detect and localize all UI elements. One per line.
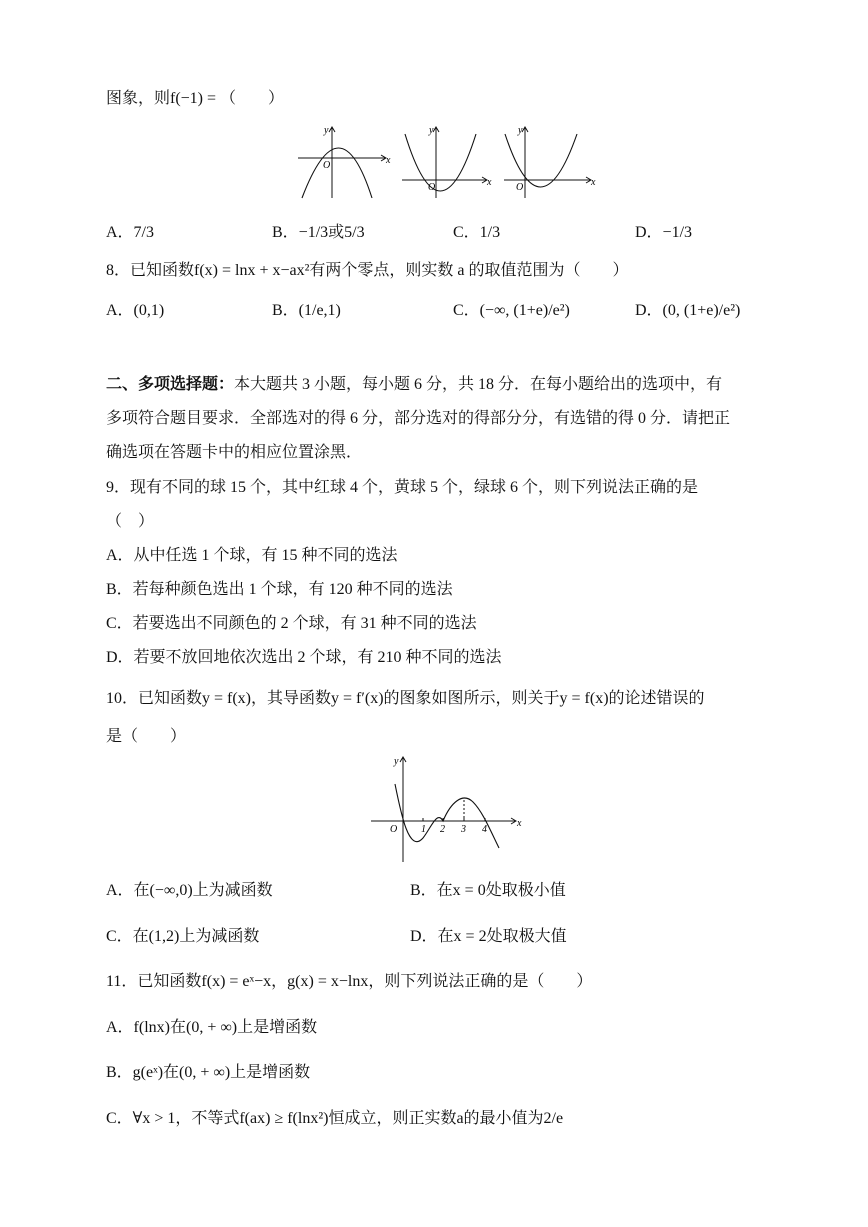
q10-option-d[interactable]: D．在x = 2处取极大值 — [410, 928, 567, 945]
q8-option-d[interactable]: D．(0, (1+e)/e²) — [635, 302, 741, 319]
q7-option-d[interactable]: D．−1/3 — [635, 224, 693, 241]
q7-g3-x-label: x — [591, 177, 596, 188]
q11-option-c[interactable]: C．∀x > 1，不等式f(ax) ≥ f(lnx²)恒成立，则正实数a的最小值为2/e — [106, 1110, 564, 1127]
q8-option-a[interactable]: A．(0,1) — [106, 302, 165, 319]
q10-stem-2: 是（ ） — [106, 728, 187, 745]
q10-derivative-graph — [365, 752, 525, 867]
q10-x-label: x — [517, 818, 522, 829]
q9-option-d[interactable]: D．若要不放回地依次选出 2 个球，有 210 种不同的选法 — [106, 649, 502, 666]
q7-g1-y-label: y — [324, 125, 329, 136]
q7-g2-origin-label: O — [428, 182, 436, 193]
q7-graph-1 — [298, 127, 386, 198]
section2-line2: 多项符合题目要求．全部选对的得 6 分，部分选对的得部分分，有选错的得 0 分．请把正 — [106, 410, 731, 427]
section2-line1-text: 本大题共 3 小题，每小题 6 分，共 18 分．在每小题给出的选项中，有 — [234, 376, 723, 393]
section2-heading: 二、多项选择题： — [106, 376, 235, 393]
q11-option-b[interactable]: B．g(eˣ)在(0, + ∞)上是增函数 — [106, 1064, 311, 1081]
q9-stem: 9．现有不同的球 15 个，其中红球 4 个，黄球 5 个，绿球 6 个，则下列说法正确的是 — [106, 479, 699, 496]
q11-option-a[interactable]: A．f(lnx)在(0, + ∞)上是增函数 — [106, 1019, 318, 1036]
q7-g2-x-label: x — [487, 177, 492, 188]
q10-tick-3: 3 — [461, 824, 466, 835]
q10-option-a[interactable]: A．在(−∞,0)上为减函数 — [106, 882, 273, 899]
q7-g3-y-label: y — [518, 125, 523, 136]
q7-option-b[interactable]: B．−1/3或5/3 — [272, 224, 365, 241]
q7-g3-origin-label: O — [516, 182, 524, 193]
q8-option-b[interactable]: B．(1/e,1) — [272, 302, 341, 319]
q8-option-c[interactable]: C．(−∞, (1+e)/e²) — [453, 302, 570, 319]
section2-line3: 确选项在答题卡中的相应位置涂黑． — [106, 444, 363, 461]
q9-option-a[interactable]: A．从中任选 1 个球，有 15 种不同的选法 — [106, 547, 398, 564]
q8-stem: 8．已知函数f(x) = lnx + x−ax²有两个零点，则实数 a 的取值范围为（ ） — [106, 262, 629, 279]
q7-g2-y-label: y — [429, 125, 434, 136]
q7-option-a[interactable]: A．7/3 — [106, 224, 155, 241]
q7-graph-2 — [402, 127, 487, 198]
q10-tick-1: 1 — [421, 824, 426, 835]
q10-stem: 10．已知函数y = f(x)，其导函数y = f′(x)的图象如图所示，则关于y = f(x)的论述错误的 — [106, 690, 705, 707]
q10-origin-label: O — [390, 824, 398, 835]
q10-option-b[interactable]: B．在x = 0处取极小值 — [410, 882, 566, 899]
q9-option-b[interactable]: B．若每种颜色选出 1 个球，有 120 种不同的选法 — [106, 581, 453, 598]
q9-option-c[interactable]: C．若要选出不同颜色的 2 个球，有 31 种不同的选法 — [106, 615, 477, 632]
q10-option-c[interactable]: C．在(1,2)上为减函数 — [106, 928, 260, 945]
q10-tick-2: 2 — [440, 824, 445, 835]
q7-option-c[interactable]: C．1/3 — [453, 224, 501, 241]
q7-graphs — [290, 118, 600, 204]
q7-g1-x-label: x — [386, 155, 391, 166]
q7-stem-tail: 图象，则f(−1) = （ ） — [106, 90, 285, 107]
q10-y-label: y — [394, 756, 399, 767]
q9-blank: （ ） — [106, 513, 155, 530]
q11-stem: 11．已知函数f(x) = eˣ−x，g(x) = x−lnx，则下列说法正确的是（ ） — [106, 973, 593, 990]
q10-tick-4: 4 — [482, 824, 487, 835]
section2-line1 — [106, 374, 722, 396]
q7-g1-origin-label: O — [323, 160, 331, 171]
